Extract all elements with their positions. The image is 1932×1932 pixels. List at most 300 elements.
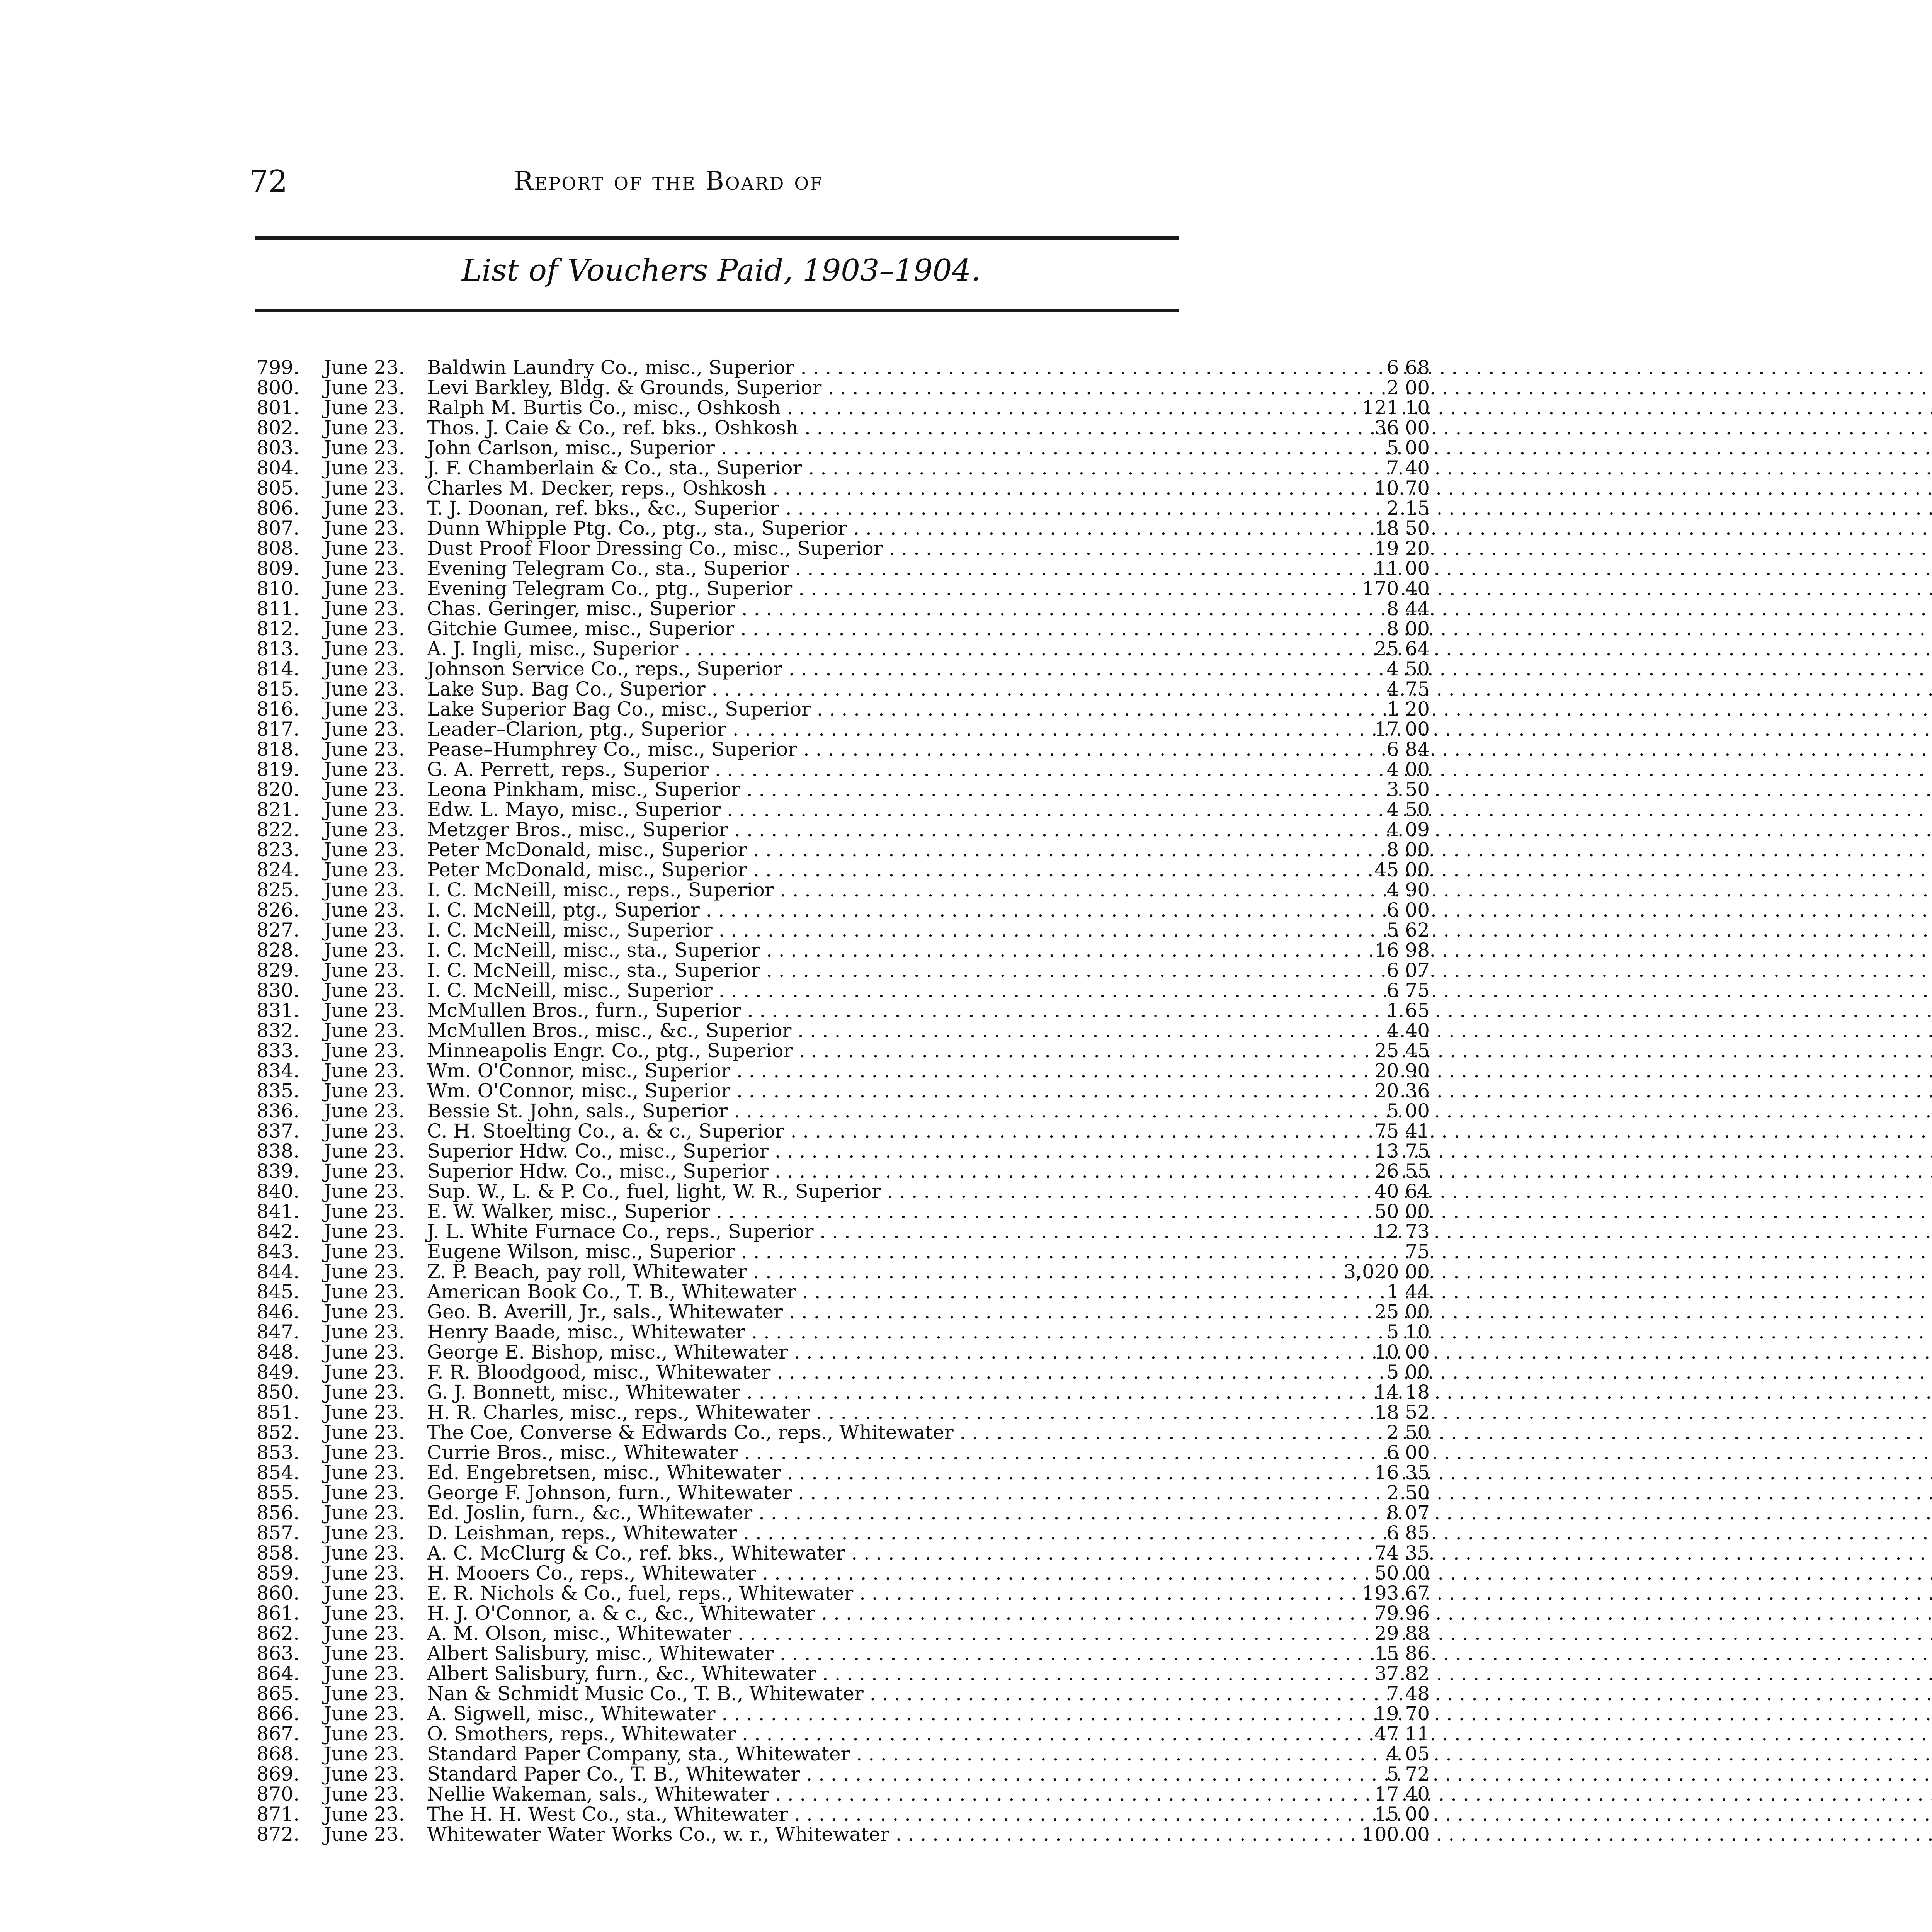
voucher-row	[255, 1622, 1430, 1645]
voucher-amount: 14 18	[1374, 1381, 1430, 1403]
voucher-row	[255, 1140, 1430, 1162]
voucher-amount: 2 00	[1386, 376, 1430, 399]
voucher-amount: 16 98	[1374, 939, 1430, 961]
voucher-description-cell	[427, 1221, 1289, 1242]
voucher-amount: 12 73	[1374, 1220, 1430, 1243]
voucher-description-cell	[427, 1583, 1289, 1603]
voucher-description: George E. Bishop, misc., Whitewater . . .	[427, 1341, 1932, 1363]
voucher-amount: 1 44	[1386, 1281, 1430, 1303]
voucher-description-cell	[427, 840, 1289, 860]
voucher-date: June 23.	[324, 899, 405, 921]
voucher-row	[255, 376, 1430, 399]
voucher-description: Metzger Bros., misc., Superior . . .	[427, 818, 1932, 841]
voucher-amount: 79 96	[1374, 1602, 1430, 1624]
voucher-description-cell	[427, 478, 1289, 498]
voucher-description: Charles M. Decker, reps., Oshkosh . . .	[427, 477, 1932, 499]
voucher-date: June 23.	[324, 1281, 405, 1303]
voucher-amount: 4 50	[1386, 658, 1430, 680]
voucher-description-cell	[427, 880, 1289, 900]
voucher-description-cell	[427, 1422, 1289, 1442]
voucher-amount: 6 75	[1386, 979, 1430, 1002]
voucher-row	[255, 1019, 1430, 1042]
voucher-amount: 4 40	[1386, 1019, 1430, 1042]
voucher-row	[255, 919, 1430, 941]
voucher-description: Ed. Joslin, furn., &c., Whitewater . . .	[427, 1502, 1932, 1524]
voucher-description-cell	[427, 639, 1289, 659]
voucher-description-cell	[427, 980, 1289, 1000]
voucher-number: 844.	[256, 1260, 299, 1283]
voucher-number: 832.	[256, 1019, 299, 1042]
voucher-number: 811.	[256, 597, 299, 620]
voucher-number: 828.	[256, 939, 299, 961]
voucher-number: 856.	[256, 1502, 299, 1524]
voucher-description: Wm. O'Connor, misc., Superior . . .	[427, 1080, 1932, 1102]
voucher-number: 846.	[256, 1301, 299, 1323]
voucher-number: 802.	[256, 417, 299, 439]
voucher-date: June 23.	[324, 1160, 405, 1182]
voucher-row	[255, 658, 1430, 680]
voucher-description-cell	[427, 719, 1289, 739]
voucher-amount: 40 64	[1374, 1180, 1430, 1202]
voucher-description: Pease–Humphrey Co., misc., Superior . . .	[427, 738, 1932, 760]
voucher-description-cell	[427, 1442, 1289, 1463]
voucher-date: June 23.	[324, 1461, 405, 1484]
voucher-row	[255, 1200, 1430, 1223]
voucher-number: 843.	[256, 1240, 299, 1263]
voucher-amount: 6 07	[1386, 959, 1430, 981]
voucher-description: A. Sigwell, misc., Whitewater . . .	[427, 1702, 1932, 1725]
voucher-description-cell	[427, 398, 1289, 418]
voucher-date: June 23.	[324, 718, 405, 740]
voucher-date: June 23.	[324, 396, 405, 419]
voucher-date: June 23.	[324, 1723, 405, 1745]
voucher-description-cell	[427, 699, 1289, 719]
voucher-description-cell	[427, 1744, 1289, 1764]
voucher-description: McMullen Bros., furn., Superior . . .	[427, 999, 1932, 1022]
voucher-number: 845.	[256, 1281, 299, 1303]
voucher-amount: 1 20	[1386, 698, 1430, 720]
voucher-amount: 193 67	[1362, 1582, 1430, 1604]
voucher-date: June 23.	[324, 1019, 405, 1042]
voucher-amount: 25 64	[1374, 638, 1430, 660]
voucher-row	[255, 718, 1430, 740]
voucher-amount: 4 75	[1386, 678, 1430, 700]
voucher-number: 870.	[256, 1783, 299, 1805]
voucher-amount: 17 40	[1374, 1783, 1430, 1805]
voucher-number: 817.	[256, 718, 299, 740]
voucher-date: June 23.	[324, 1642, 405, 1665]
voucher-row	[255, 638, 1430, 660]
voucher-description-cell	[427, 1342, 1289, 1362]
voucher-row	[255, 1301, 1430, 1323]
voucher-row	[255, 738, 1430, 760]
voucher-number: 827.	[256, 919, 299, 941]
voucher-row	[255, 798, 1430, 821]
voucher-amount: 37 82	[1374, 1662, 1430, 1685]
voucher-description: Peter McDonald, misc., Superior . . .	[427, 838, 1932, 861]
voucher-date: June 23.	[324, 818, 405, 841]
voucher-amount: 2 50	[1386, 1421, 1430, 1444]
voucher-number: 803.	[256, 437, 299, 459]
voucher-date: June 23.	[324, 1502, 405, 1524]
voucher-description: Currie Bros., misc., Whitewater . . .	[427, 1441, 1932, 1464]
voucher-amount: 20 90	[1374, 1060, 1430, 1082]
voucher-row	[255, 1723, 1430, 1745]
voucher-amount: 8 00	[1386, 838, 1430, 861]
voucher-date: June 23.	[324, 1481, 405, 1504]
voucher-date: June 23.	[324, 758, 405, 781]
voucher-description-cell	[427, 920, 1289, 940]
voucher-row	[255, 497, 1430, 519]
voucher-description: Peter McDonald, misc., Superior . . .	[427, 859, 1932, 881]
voucher-row	[255, 1060, 1430, 1082]
voucher-row	[255, 999, 1430, 1022]
voucher-description-cell	[427, 1141, 1289, 1161]
voucher-amount: 25 00	[1374, 1301, 1430, 1323]
voucher-number: 813.	[256, 638, 299, 660]
voucher-amount: 13 75	[1374, 1140, 1430, 1162]
voucher-number: 868.	[256, 1743, 299, 1765]
voucher-number: 799.	[256, 356, 299, 379]
voucher-description: Dust Proof Floor Dressing Co., misc., Superior . . .	[427, 537, 1932, 560]
voucher-description-cell	[427, 799, 1289, 820]
voucher-date: June 23.	[324, 1381, 405, 1403]
voucher-number: 808.	[256, 537, 299, 560]
voucher-description: Albert Salisbury, furn., &c., Whitewater . . .	[427, 1662, 1932, 1685]
top-rule	[255, 236, 1179, 240]
voucher-description-cell	[427, 1623, 1289, 1643]
voucher-amount: 6 00	[1386, 1441, 1430, 1464]
voucher-number: 814.	[256, 658, 299, 680]
voucher-date: June 23.	[324, 959, 405, 981]
voucher-date: June 23.	[324, 1080, 405, 1102]
voucher-description-cell	[427, 1181, 1289, 1201]
voucher-list	[255, 356, 1430, 1845]
voucher-description: Henry Baade, misc., Whitewater . . .	[427, 1321, 1932, 1343]
voucher-description: Levi Barkley, Bldg. & Grounds, Superior . . .	[427, 376, 1932, 399]
voucher-date: June 23.	[324, 1361, 405, 1383]
voucher-number: 851.	[256, 1401, 299, 1423]
voucher-date: June 23.	[324, 356, 405, 379]
voucher-description-cell	[427, 599, 1289, 619]
voucher-number: 859.	[256, 1562, 299, 1584]
voucher-date: June 23.	[324, 577, 405, 600]
voucher-date: June 23.	[324, 517, 405, 539]
voucher-date: June 23.	[324, 1602, 405, 1624]
voucher-number: 801.	[256, 396, 299, 419]
voucher-description: I. C. McNeill, misc., reps., Superior . . .	[427, 879, 1932, 901]
voucher-description: Dunn Whipple Ptg. Co., ptg., sta., Superior . . .	[427, 517, 1932, 539]
voucher-description: D. Leishman, reps., Whitewater . . .	[427, 1522, 1932, 1544]
voucher-number: 821.	[256, 798, 299, 821]
voucher-description-cell	[427, 1663, 1289, 1684]
voucher-row	[255, 1662, 1430, 1685]
voucher-description-cell	[427, 619, 1289, 639]
voucher-date: June 23.	[324, 698, 405, 720]
voucher-amount: 8 44	[1386, 597, 1430, 620]
voucher-amount: 11 00	[1374, 557, 1430, 580]
voucher-description-cell	[427, 900, 1289, 920]
voucher-row	[255, 818, 1430, 841]
voucher-number: 819.	[256, 758, 299, 781]
voucher-description: Ed. Engebretsen, misc., Whitewater . . .	[427, 1461, 1932, 1484]
voucher-description: E. W. Walker, misc., Superior . . .	[427, 1200, 1932, 1223]
voucher-amount: 4 05	[1386, 1743, 1430, 1765]
voucher-number: 858.	[256, 1542, 299, 1564]
voucher-description: Bessie St. John, sals., Superior . . .	[427, 1100, 1932, 1122]
voucher-number: 836.	[256, 1100, 299, 1122]
voucher-number: 804.	[256, 457, 299, 479]
voucher-amount: 10 00	[1374, 1341, 1430, 1363]
voucher-row	[255, 577, 1430, 600]
voucher-description: A. J. Ingli, misc., Superior . . .	[427, 638, 1932, 660]
voucher-number: 860.	[256, 1582, 299, 1604]
voucher-number: 867.	[256, 1723, 299, 1745]
voucher-amount: 5 62	[1386, 919, 1430, 941]
voucher-date: June 23.	[324, 778, 405, 801]
voucher-description: Nan & Schmidt Music Co., T. B., Whitewater . . .	[427, 1682, 1932, 1705]
voucher-number: 852.	[256, 1421, 299, 1444]
voucher-row	[255, 356, 1430, 379]
voucher-description-cell	[427, 1282, 1289, 1302]
voucher-number: 853.	[256, 1441, 299, 1464]
voucher-description: H. J. O'Connor, a. & c., &c., Whitewater . . .	[427, 1602, 1932, 1624]
voucher-row	[255, 959, 1430, 981]
voucher-number: 850.	[256, 1381, 299, 1403]
voucher-description-cell	[427, 1101, 1289, 1121]
voucher-description-cell	[427, 1362, 1289, 1382]
voucher-description: Evening Telegram Co., ptg., Superior . . .	[427, 577, 1932, 600]
voucher-row	[255, 437, 1430, 459]
voucher-number: 841.	[256, 1200, 299, 1223]
voucher-row	[255, 1160, 1430, 1182]
voucher-number: 869.	[256, 1763, 299, 1785]
voucher-number: 830.	[256, 979, 299, 1002]
voucher-row	[255, 1361, 1430, 1383]
voucher-number: 872.	[256, 1823, 299, 1845]
voucher-number: 855.	[256, 1481, 299, 1504]
voucher-date: June 23.	[324, 1763, 405, 1785]
voucher-amount: 10 70	[1374, 477, 1430, 499]
voucher-description: Thos. J. Caie & Co., ref. bks., Oshkosh . . .	[427, 417, 1932, 439]
voucher-date: June 23.	[324, 1743, 405, 1765]
voucher-description-cell	[427, 438, 1289, 458]
voucher-date: June 23.	[324, 859, 405, 881]
voucher-number: 806.	[256, 497, 299, 519]
voucher-description-cell	[427, 759, 1289, 779]
voucher-description: John Carlson, misc., Superior . . .	[427, 437, 1932, 459]
voucher-description: G. J. Bonnett, misc., Whitewater . . .	[427, 1381, 1932, 1403]
voucher-description-cell	[427, 1242, 1289, 1262]
voucher-date: June 23.	[324, 1803, 405, 1825]
voucher-description: Eugene Wilson, misc., Superior . . .	[427, 1240, 1932, 1263]
voucher-amount: 2 50	[1386, 1481, 1430, 1504]
voucher-description: Baldwin Laundry Co., misc., Superior . . .	[427, 356, 1932, 379]
voucher-row	[255, 899, 1430, 921]
voucher-date: June 23.	[324, 798, 405, 821]
voucher-number: 807.	[256, 517, 299, 539]
voucher-description-cell	[427, 1302, 1289, 1322]
voucher-description: A. C. McClurg & Co., ref. bks., Whitewater . . .	[427, 1542, 1932, 1564]
voucher-date: June 23.	[324, 557, 405, 580]
voucher-description-cell	[427, 1724, 1289, 1744]
voucher-description: C. H. Stoelting Co., a. & c., Superior . . .	[427, 1120, 1932, 1142]
voucher-number: 838.	[256, 1140, 299, 1162]
voucher-number: 835.	[256, 1080, 299, 1102]
voucher-number: 847.	[256, 1321, 299, 1343]
voucher-amount: 6 00	[1386, 899, 1430, 921]
running-head: Report of the Board of	[514, 166, 823, 196]
voucher-description: The H. H. West Co., sta., Whitewater . . .	[427, 1803, 1932, 1825]
voucher-description-cell	[427, 1121, 1289, 1141]
voucher-date: June 23.	[324, 1682, 405, 1705]
voucher-amount: 47 11	[1374, 1723, 1430, 1745]
voucher-amount: 5 10	[1386, 1321, 1430, 1343]
voucher-description: I. C. McNeill, misc., Superior . . .	[427, 919, 1932, 941]
voucher-description-cell	[427, 679, 1289, 699]
voucher-number: 820.	[256, 778, 299, 801]
voucher-row	[255, 1642, 1430, 1665]
voucher-description: McMullen Bros., misc., &c., Superior . . .	[427, 1019, 1932, 1042]
voucher-amount: 6 85	[1386, 1522, 1430, 1544]
voucher-row	[255, 1421, 1430, 1444]
voucher-amount: 5 00	[1386, 1100, 1430, 1122]
voucher-date: June 23.	[324, 537, 405, 560]
voucher-date: June 23.	[324, 658, 405, 680]
voucher-description-cell	[427, 378, 1289, 398]
voucher-date: June 23.	[324, 879, 405, 901]
voucher-amount: 3 50	[1386, 778, 1430, 801]
voucher-date: June 23.	[324, 738, 405, 760]
voucher-description: Standard Paper Company, sta., Whitewater . . .	[427, 1743, 1932, 1765]
voucher-description: Minneapolis Engr. Co., ptg., Superior . . .	[427, 1039, 1932, 1062]
voucher-description-cell	[427, 418, 1289, 438]
voucher-row	[255, 939, 1430, 961]
voucher-row	[255, 597, 1430, 620]
voucher-description-cell	[427, 820, 1289, 840]
voucher-number: 812.	[256, 617, 299, 640]
voucher-date: June 23.	[324, 919, 405, 941]
voucher-number: 848.	[256, 1341, 299, 1363]
voucher-date: June 23.	[324, 1622, 405, 1645]
voucher-row	[255, 1783, 1430, 1805]
voucher-amount: 2 15	[1386, 497, 1430, 519]
voucher-description-cell	[427, 1804, 1289, 1824]
voucher-number: 839.	[256, 1160, 299, 1182]
voucher-amount: 74 35	[1374, 1542, 1430, 1564]
voucher-amount: 19 20	[1374, 537, 1430, 560]
voucher-amount: 100 00	[1362, 1823, 1430, 1845]
voucher-row	[255, 517, 1430, 539]
voucher-date: June 23.	[324, 1200, 405, 1223]
voucher-number: 826.	[256, 899, 299, 921]
voucher-description: Whitewater Water Works Co., w. r., Whitewater . . .	[427, 1823, 1932, 1845]
voucher-description: F. R. Bloodgood, misc., Whitewater . . .	[427, 1361, 1932, 1383]
voucher-number: 854.	[256, 1461, 299, 1484]
voucher-row	[255, 1481, 1430, 1504]
voucher-description: J. L. White Furnace Co., reps., Superior . . .	[427, 1220, 1932, 1243]
voucher-amount: 4 09	[1386, 818, 1430, 841]
voucher-amount: 5 00	[1386, 1361, 1430, 1383]
voucher-row	[255, 1743, 1430, 1765]
voucher-description-cell	[427, 1483, 1289, 1503]
voucher-number: 818.	[256, 738, 299, 760]
voucher-row	[255, 1763, 1430, 1785]
voucher-description: E. R. Nichols & Co., fuel, reps., Whitewater . . .	[427, 1582, 1932, 1604]
voucher-description-cell	[427, 1824, 1289, 1844]
voucher-date: June 23.	[324, 1783, 405, 1805]
voucher-date: June 23.	[324, 1401, 405, 1423]
voucher-amount: 170 40	[1362, 577, 1430, 600]
voucher-date: June 23.	[324, 1823, 405, 1845]
voucher-amount: 8 07	[1386, 1502, 1430, 1524]
voucher-date: June 23.	[324, 838, 405, 861]
voucher-date: June 23.	[324, 437, 405, 459]
voucher-date: June 23.	[324, 1702, 405, 1725]
voucher-row	[255, 1240, 1430, 1263]
list-title: List of Vouchers Paid, 1903–1904.	[462, 253, 981, 288]
voucher-row	[255, 979, 1430, 1002]
voucher-description-cell	[427, 1503, 1289, 1523]
voucher-description: Superior Hdw. Co., misc., Superior . . .	[427, 1140, 1932, 1162]
voucher-description-cell	[427, 578, 1289, 599]
voucher-row	[255, 617, 1430, 640]
voucher-description-cell	[427, 1684, 1289, 1704]
voucher-date: June 23.	[324, 939, 405, 961]
voucher-amount: 19 70	[1374, 1702, 1430, 1725]
voucher-number: 837.	[256, 1120, 299, 1142]
voucher-description-cell	[427, 558, 1289, 578]
voucher-row	[255, 859, 1430, 881]
voucher-amount: 7 40	[1386, 457, 1430, 479]
voucher-row	[255, 1562, 1430, 1584]
voucher-description: Wm. O'Connor, misc., Superior . . .	[427, 1060, 1932, 1082]
voucher-number: 864.	[256, 1662, 299, 1685]
voucher-row	[255, 778, 1430, 801]
voucher-date: June 23.	[324, 1140, 405, 1162]
voucher-description: I. C. McNeill, misc., sta., Superior . . .	[427, 959, 1932, 981]
voucher-row	[255, 1582, 1430, 1604]
voucher-row	[255, 1823, 1430, 1845]
bottom-rule	[255, 309, 1179, 312]
voucher-row	[255, 1220, 1430, 1243]
voucher-description-cell	[427, 1563, 1289, 1583]
voucher-amount: 4 90	[1386, 879, 1430, 901]
voucher-amount: 20 36	[1374, 1080, 1430, 1102]
voucher-description-cell	[427, 1262, 1289, 1282]
voucher-amount: 3,020 00	[1344, 1260, 1430, 1283]
voucher-date: June 23.	[324, 1421, 405, 1444]
voucher-description-cell	[427, 1201, 1289, 1221]
voucher-description: I. C. McNeill, misc., Superior . . .	[427, 979, 1932, 1002]
voucher-description: Leader–Clarion, ptg., Superior . . .	[427, 718, 1932, 740]
voucher-description-cell	[427, 779, 1289, 799]
voucher-amount: 5 00	[1386, 437, 1430, 459]
voucher-description: The Coe, Converse & Edwards Co., reps., Whitewater . . .	[427, 1421, 1932, 1444]
voucher-row	[255, 1803, 1430, 1825]
voucher-description-cell	[427, 1764, 1289, 1784]
voucher-number: 822.	[256, 818, 299, 841]
voucher-amount: 4 50	[1386, 798, 1430, 821]
voucher-date: June 23.	[324, 1240, 405, 1263]
voucher-description: H. R. Charles, misc., reps., Whitewater . . .	[427, 1401, 1932, 1423]
voucher-date: June 23.	[324, 1180, 405, 1202]
voucher-description: Evening Telegram Co., sta., Superior . . .	[427, 557, 1932, 580]
voucher-number: 831.	[256, 999, 299, 1022]
voucher-description: Leona Pinkham, misc., Superior . . .	[427, 778, 1932, 801]
voucher-amount: 5 72	[1386, 1763, 1430, 1785]
voucher-amount: 25 45	[1374, 1039, 1430, 1062]
